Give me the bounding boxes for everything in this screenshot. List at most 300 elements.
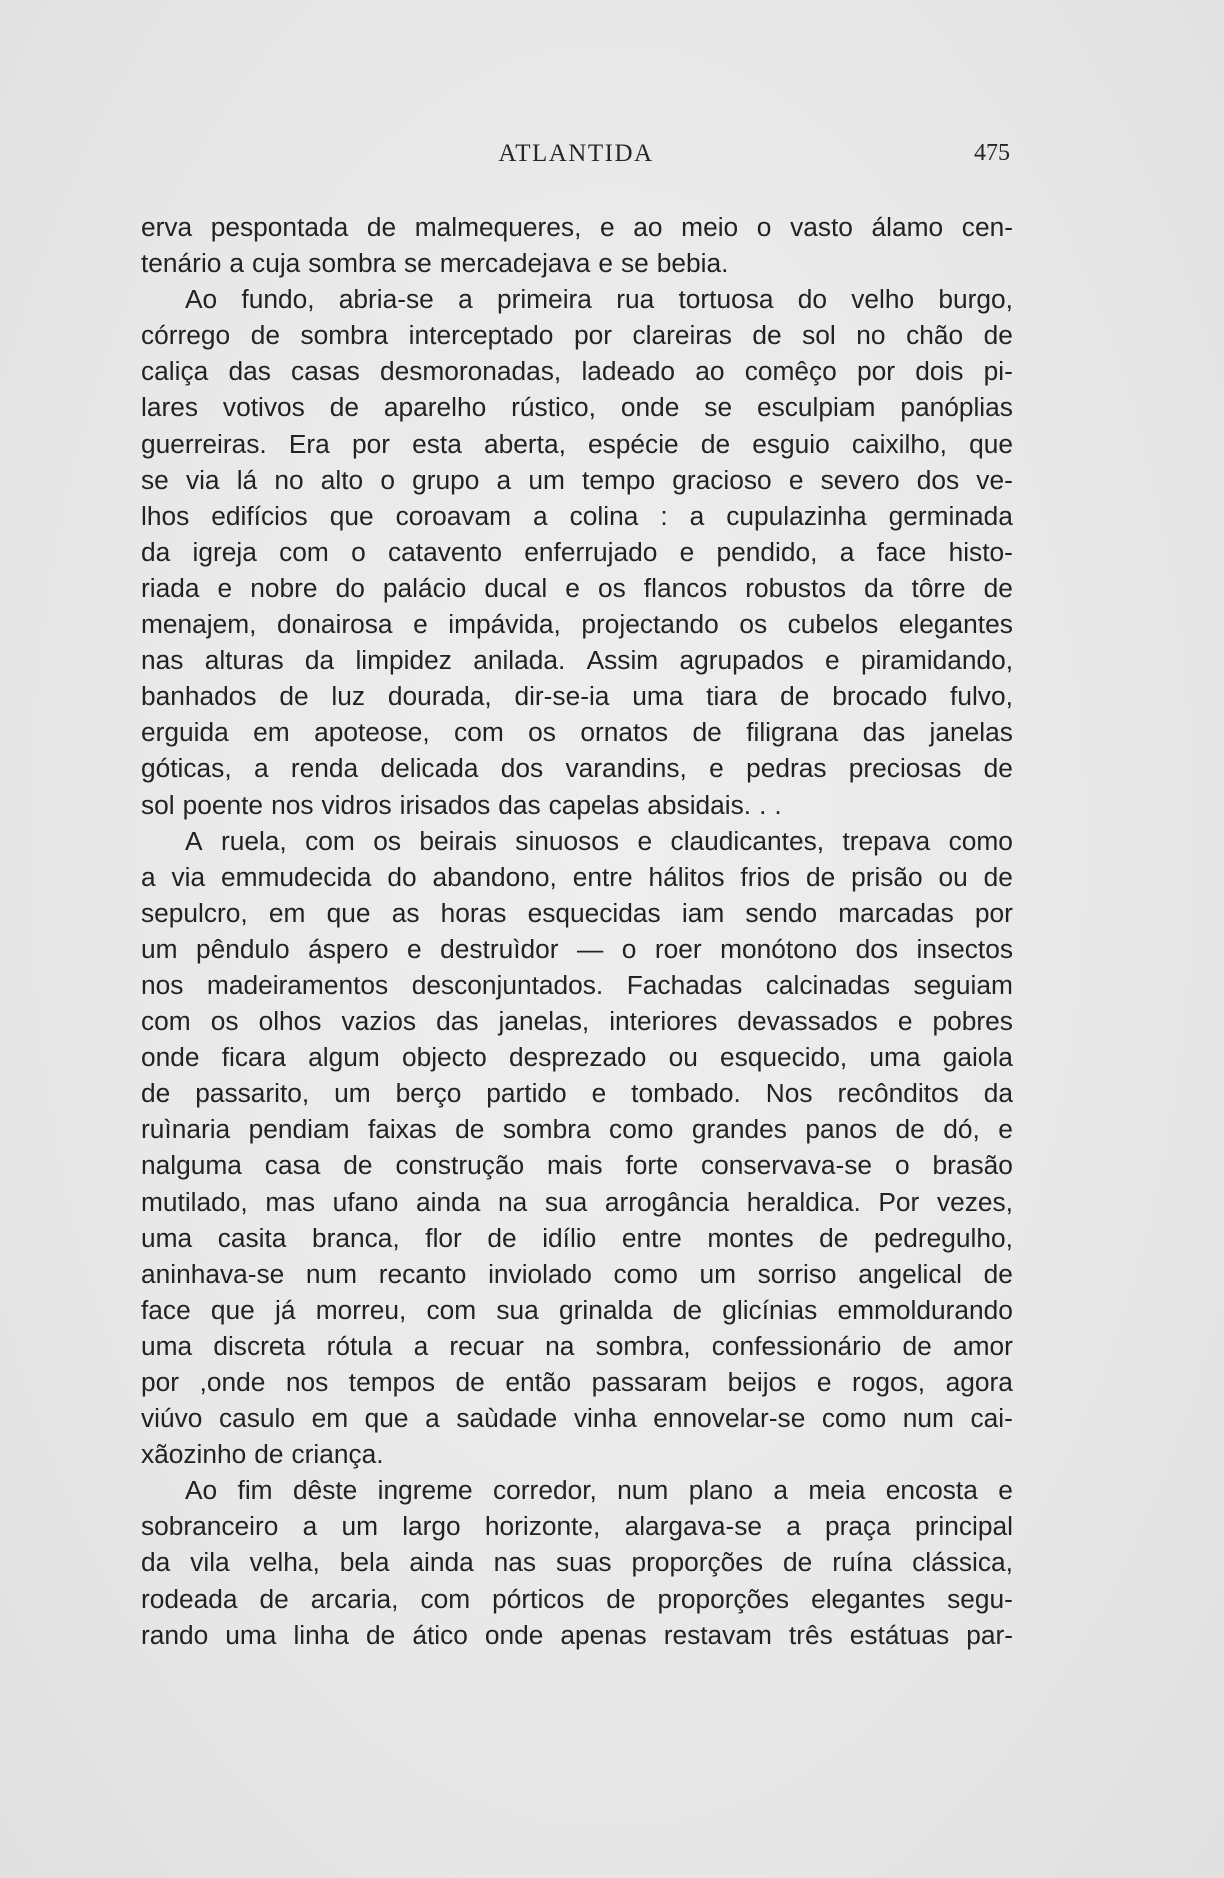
word: como: [613, 1258, 678, 1289]
word: de: [692, 717, 722, 748]
word: de: [895, 1114, 925, 1145]
word: face: [141, 1294, 191, 1325]
word: caliça: [141, 356, 209, 387]
word: o: [894, 1150, 910, 1181]
word: Era: [288, 428, 330, 459]
word: os: [373, 825, 402, 856]
text-line: [141, 823, 1013, 859]
word: faixas: [367, 1114, 437, 1145]
word: tortuosa: [678, 284, 774, 315]
word: trepava: [842, 825, 931, 856]
text-line: [141, 859, 1013, 895]
word: passarito,: [195, 1078, 310, 1109]
word: pórticos: [492, 1583, 585, 1614]
word: velho: [851, 284, 915, 315]
text-line: [141, 534, 1013, 570]
word: casas: [291, 356, 360, 387]
word: arcaria,: [310, 1583, 399, 1614]
word: sendo: [745, 897, 818, 928]
text-line: [141, 1003, 1013, 1039]
word: seguiam: [913, 969, 1013, 1000]
word: elegantes: [898, 609, 1013, 640]
word: de: [487, 1222, 517, 1253]
word: em: [253, 717, 290, 748]
word: erguida: [141, 717, 229, 748]
word: ruína: [832, 1547, 893, 1578]
word: dêste: [292, 1475, 358, 1506]
word: que: [210, 1294, 255, 1325]
word: e: [591, 1078, 607, 1109]
word: largo: [402, 1511, 461, 1542]
word: heraldica.: [746, 1186, 861, 1217]
word: rodeada: [141, 1583, 238, 1614]
text-line: [141, 750, 1013, 786]
word: chão: [906, 320, 964, 351]
word: preciosas: [848, 753, 962, 784]
word: de: [983, 1258, 1013, 1289]
word: de: [983, 320, 1013, 351]
word: o: [621, 933, 637, 964]
word: vila: [190, 1547, 230, 1578]
word: do: [335, 572, 365, 603]
word: dourada,: [387, 681, 492, 712]
word: estátuas: [849, 1619, 950, 1650]
word: num: [902, 1403, 954, 1434]
word: esquecidas: [527, 897, 661, 928]
word: e: [217, 572, 233, 603]
word: claudicantes,: [670, 825, 825, 856]
running-title: ATLANTIDA: [498, 140, 654, 167]
word: com: [141, 1006, 191, 1037]
word: ruìnaria: [141, 1114, 231, 1145]
word: por: [351, 428, 390, 459]
word: sombra: [300, 320, 389, 351]
word: o: [756, 212, 772, 242]
word: pedregulho,: [874, 1222, 1013, 1253]
word: palácio: [382, 572, 467, 603]
word: e: [637, 825, 653, 856]
word: em: [311, 1403, 349, 1434]
word: absidais.: [647, 789, 752, 820]
word: que: [329, 500, 374, 531]
word: robustos: [745, 572, 847, 603]
word: janelas: [929, 717, 1013, 748]
word: meio: [681, 212, 739, 242]
word: ducal: [484, 572, 548, 603]
word: grandes: [691, 1114, 787, 1145]
word: álamo: [871, 212, 944, 242]
word: vidros: [321, 789, 392, 820]
text-line: [141, 895, 1013, 931]
word: catavento: [387, 536, 503, 567]
word: a: [839, 536, 855, 567]
word: na: [545, 1330, 575, 1361]
word: tempo: [582, 464, 656, 495]
text-line: [141, 317, 1013, 353]
word: lares: [141, 392, 198, 423]
word: onde: [484, 1619, 544, 1650]
word: corredor,: [493, 1475, 597, 1506]
body-text: [141, 209, 1013, 1653]
word: destruìdor: [440, 933, 559, 964]
word: calcinadas: [765, 969, 891, 1000]
word: de: [329, 392, 359, 423]
word: nos: [271, 789, 314, 820]
word: entre: [621, 1222, 682, 1253]
word: montes: [707, 1222, 794, 1253]
word: gaiola: [942, 1042, 1013, 1073]
word: devassados: [737, 1006, 878, 1037]
word: das: [862, 717, 906, 748]
word: do: [387, 861, 417, 892]
word: criança.: [291, 1439, 384, 1470]
word: ou: [938, 861, 968, 892]
word: então: [505, 1367, 572, 1397]
word: casita: [217, 1222, 287, 1253]
text-line: [141, 1472, 1013, 1508]
word: e: [709, 753, 724, 784]
word: em: [268, 897, 306, 928]
word: dir-se-ia: [514, 681, 610, 712]
word: desmoronadas,: [379, 356, 562, 387]
word: ainda: [416, 1186, 481, 1217]
word: tombado.: [631, 1078, 741, 1109]
word: se: [403, 248, 432, 279]
word: nas: [493, 1547, 537, 1578]
word: de: [983, 861, 1013, 892]
word: menajem,: [141, 609, 257, 640]
word: nobre: [250, 572, 318, 603]
word: espécie: [588, 428, 679, 459]
word: berço: [395, 1078, 462, 1109]
word: de: [983, 753, 1013, 784]
word: as: [391, 897, 420, 928]
word: gracioso: [672, 464, 772, 495]
word: sepulcro,: [141, 897, 248, 928]
word: par-: [966, 1619, 1013, 1650]
word: ornatos: [580, 717, 669, 748]
word: vazios: [341, 1006, 417, 1037]
word: no: [274, 464, 304, 495]
word: os: [597, 572, 626, 603]
word: aninhava-se: [141, 1258, 285, 1289]
word: cai-: [970, 1403, 1013, 1434]
word: áspero: [308, 933, 389, 964]
word: xãozinho: [141, 1439, 247, 1470]
word: a: [413, 1330, 429, 1361]
word: pi-: [983, 356, 1013, 387]
word: .: [759, 789, 767, 820]
text-line: [141, 1039, 1013, 1075]
word: a: [689, 500, 705, 531]
word: de: [752, 320, 782, 351]
word: de: [902, 1330, 932, 1361]
word: via: [185, 464, 220, 495]
word: e: [897, 1006, 913, 1037]
word: hálitos: [648, 861, 725, 892]
word: apenas: [560, 1619, 647, 1650]
text-line: [141, 606, 1013, 642]
word: ve-: [976, 464, 1013, 495]
word: com: [305, 825, 355, 856]
word: idílio: [542, 1222, 597, 1253]
word: ufano: [332, 1186, 399, 1217]
text-line: [141, 1220, 1013, 1256]
word: casulo: [218, 1403, 295, 1434]
word: de: [279, 681, 309, 712]
word: e: [598, 248, 613, 279]
word: recanto: [378, 1258, 467, 1289]
text-line: [141, 714, 1013, 750]
word: sua: [544, 1186, 588, 1217]
word: ,onde: [199, 1367, 266, 1397]
word: de: [819, 1222, 849, 1253]
word: interceptado: [408, 320, 554, 351]
word: a: [229, 248, 245, 279]
word: com: [426, 1294, 477, 1325]
word: de: [141, 1078, 171, 1109]
word: grupo: [412, 464, 480, 495]
word: córrego: [141, 320, 231, 351]
word: esguio: [752, 428, 830, 459]
word: flor: [425, 1222, 462, 1253]
word: por: [141, 1367, 180, 1397]
word: nas: [141, 645, 184, 676]
word: da: [304, 645, 335, 676]
word: frios: [740, 861, 791, 892]
word: fim: [237, 1475, 273, 1506]
word: colina: [569, 500, 639, 531]
word: rua: [616, 284, 655, 315]
word: horizonte,: [484, 1511, 601, 1542]
word: histo-: [948, 536, 1013, 567]
page-number: 475: [974, 140, 1010, 166]
word: mas: [265, 1186, 315, 1217]
word: esculpiam: [757, 392, 876, 423]
word: branca,: [311, 1222, 400, 1253]
word: beijos: [727, 1367, 797, 1397]
word: os: [739, 609, 768, 640]
text-line: [141, 1581, 1013, 1617]
word: Ao: [185, 1475, 218, 1506]
word: da: [983, 1078, 1013, 1109]
word: clareiras: [632, 320, 732, 351]
word: coroavam: [395, 500, 512, 531]
word: de: [455, 1367, 485, 1397]
word: e: [679, 536, 695, 567]
word: insectos: [916, 933, 1013, 964]
word: restavam: [663, 1619, 772, 1650]
word: proporções: [631, 1547, 764, 1578]
word: saùdade: [456, 1403, 558, 1434]
text-line: [141, 389, 1013, 425]
word: roer: [654, 933, 702, 964]
word: impávida,: [448, 609, 561, 640]
word: flancos: [643, 572, 728, 603]
word: emmoldurando: [837, 1294, 1013, 1325]
word: panos: [805, 1114, 877, 1145]
word: elegantes: [811, 1583, 926, 1614]
word: riada: [141, 572, 200, 603]
word: sombra,: [595, 1330, 691, 1361]
word: delicada: [380, 753, 479, 784]
text-line: [141, 1544, 1013, 1580]
word: da: [141, 536, 171, 567]
text-line: [141, 1184, 1013, 1220]
word: pespontada: [210, 212, 349, 242]
word: objecto: [401, 1042, 487, 1073]
word: sorriso: [757, 1258, 837, 1289]
word: de: [606, 1583, 636, 1614]
word: e: [825, 645, 840, 676]
word: ao: [633, 212, 663, 242]
word: emmudecida: [220, 861, 372, 892]
word: cuja: [252, 248, 301, 279]
word: a: [786, 1511, 801, 1542]
word: esta: [412, 428, 462, 459]
word: discreta: [213, 1330, 306, 1361]
word: de: [343, 1150, 373, 1181]
word: sua: [496, 1294, 539, 1325]
word: a: [496, 464, 512, 495]
word: pobres: [932, 1006, 1013, 1037]
word: banhados: [141, 681, 257, 712]
word: pendiam: [248, 1114, 350, 1145]
word: vasto: [790, 212, 853, 242]
word: das: [436, 1006, 479, 1037]
text-line: [141, 570, 1013, 606]
word: tempos: [348, 1367, 436, 1397]
word: ruela,: [220, 825, 287, 856]
word: de: [805, 861, 836, 892]
word: encosta: [885, 1475, 978, 1506]
word: brocado: [832, 681, 928, 712]
word: ingreme: [377, 1475, 473, 1506]
word: pedras: [746, 753, 827, 784]
word: pendido,: [716, 536, 818, 567]
word: clássica,: [912, 1547, 1013, 1578]
word: entre: [572, 861, 633, 892]
text-line: [141, 678, 1013, 714]
word: ático: [412, 1619, 468, 1650]
word: .: [774, 789, 782, 820]
word: de: [455, 1114, 485, 1145]
word: desconjuntados.: [411, 969, 604, 1000]
word: de: [259, 1583, 289, 1614]
word: fundo,: [241, 284, 315, 315]
word: a: [425, 1403, 440, 1434]
word: recônditos: [837, 1078, 959, 1109]
word: de: [780, 681, 810, 712]
word: passaram: [591, 1367, 708, 1397]
word: nalguma: [141, 1150, 242, 1181]
word: praça: [825, 1511, 891, 1542]
word: casa: [264, 1150, 321, 1181]
word: segu-: [947, 1583, 1013, 1614]
word: e: [816, 1367, 832, 1397]
word: mutilado,: [141, 1186, 248, 1217]
word: :: [660, 500, 668, 531]
word: aparelho: [383, 392, 487, 423]
word: dos: [500, 753, 544, 784]
word: suas: [556, 1547, 612, 1578]
word: os: [528, 717, 556, 748]
word: algum: [308, 1042, 380, 1073]
word: erva: [141, 212, 193, 242]
word: de: [700, 428, 731, 459]
word: da: [864, 572, 894, 603]
word: de: [366, 212, 397, 242]
word: Fachadas: [626, 969, 743, 1000]
word: num: [305, 1258, 358, 1289]
word: na: [497, 1186, 528, 1217]
word: e: [788, 464, 804, 495]
word: o: [380, 464, 395, 495]
word: votivos: [222, 392, 305, 423]
word: desprezado: [508, 1042, 647, 1073]
text-line: [141, 642, 1013, 678]
word: —: [577, 933, 604, 964]
word: se: [704, 392, 733, 423]
word: donairosa: [277, 609, 393, 640]
word: com: [279, 536, 329, 567]
word: burgo,: [938, 284, 1013, 315]
word: amor: [953, 1330, 1013, 1361]
text-line: [141, 1075, 1013, 1111]
word: se: [141, 464, 169, 495]
word: como: [609, 1114, 674, 1145]
word: dos: [916, 464, 960, 495]
word: pêndulo: [196, 933, 290, 964]
word: cen-: [961, 212, 1013, 242]
word: angelical: [858, 1258, 963, 1289]
word: face: [876, 536, 927, 567]
text-line: [141, 1400, 1013, 1436]
word: principal: [915, 1511, 1013, 1542]
word: onde: [141, 1042, 200, 1073]
word: com: [454, 717, 504, 748]
word: igreja: [192, 536, 257, 567]
word: sinuosos: [515, 825, 620, 856]
word: rótula: [326, 1330, 393, 1361]
text-line: [141, 353, 1013, 389]
word: como: [821, 1403, 887, 1434]
word: de: [672, 1294, 703, 1325]
word: nos: [285, 1367, 329, 1397]
word: a: [302, 1511, 318, 1542]
text-line: [141, 1617, 1013, 1653]
word: como: [948, 825, 1013, 856]
word: uma: [869, 1042, 921, 1073]
word: o: [351, 536, 366, 567]
word: ao: [695, 356, 725, 387]
text-line: [141, 967, 1013, 1003]
word: grinalda: [559, 1294, 653, 1325]
word: alargava-se: [624, 1511, 762, 1542]
word: irisados: [399, 789, 491, 820]
word: por: [856, 356, 895, 387]
word: e: [565, 572, 580, 603]
word: filigrana: [746, 717, 839, 748]
text-line: [141, 787, 1013, 823]
word: interiores: [609, 1006, 718, 1037]
word: sombra: [502, 1114, 591, 1145]
word: das: [228, 356, 271, 387]
word: A: [185, 825, 203, 856]
word: cupulazinha: [726, 500, 867, 531]
word: Por: [878, 1186, 920, 1217]
word: já: [275, 1294, 296, 1325]
